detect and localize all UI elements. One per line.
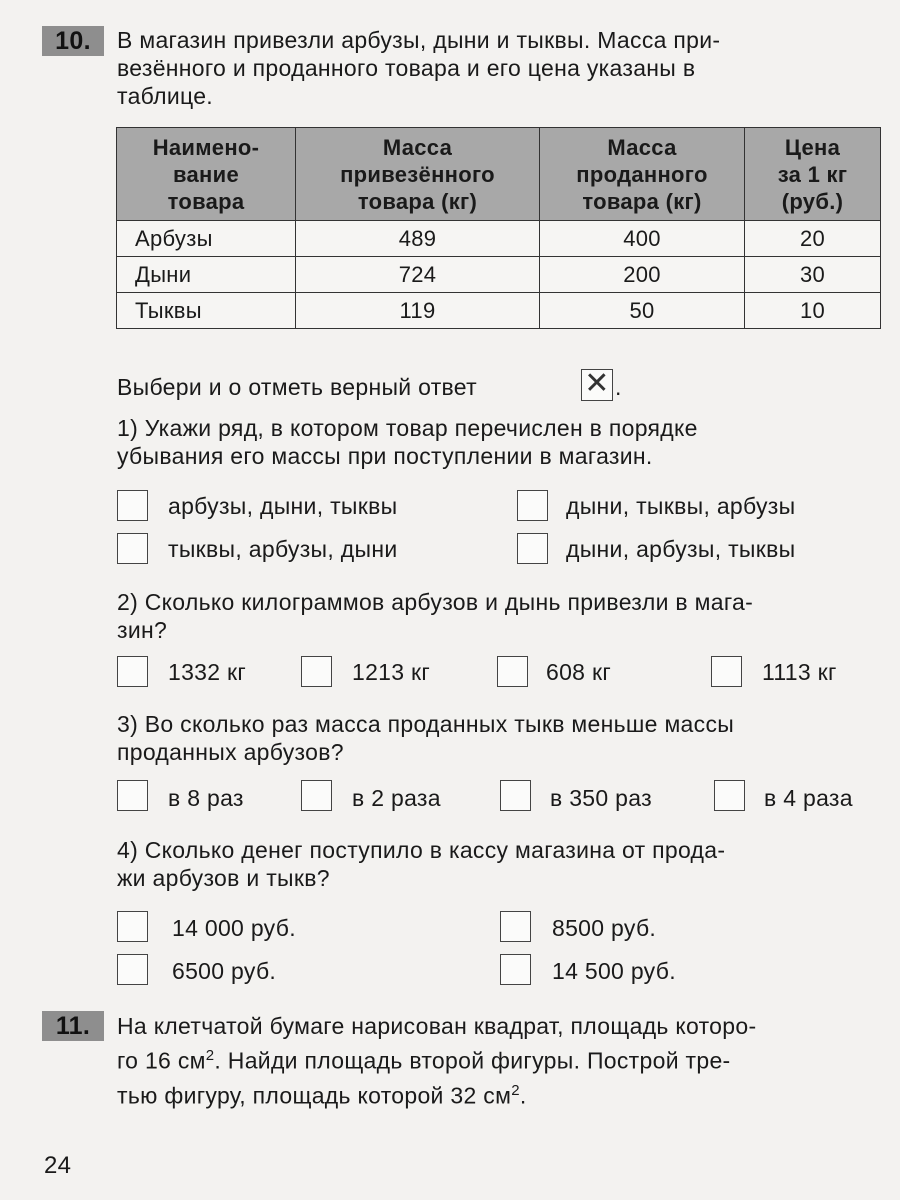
task-11-line-2 <box>117 1041 882 1076</box>
superscript: 2 <box>205 1047 215 1064</box>
task-11-line-2-end: . Найди площадь второй фигуры. Построй тре- <box>214 1047 731 1074</box>
question-1 <box>117 414 882 470</box>
question-2-line-2: зин? <box>117 617 168 643</box>
question-1-line-2: убывания его массы при поступлении в магазин. <box>117 443 653 469</box>
q3-option-3-label: в 350 раз <box>550 785 652 811</box>
q1-option-4-label: дыни, арбузы, тыквы <box>566 536 796 562</box>
q3-option-4-label: в 4 раза <box>764 785 853 811</box>
question-3-line-2: проданных арбузов? <box>117 739 344 765</box>
header-product-name <box>117 128 296 221</box>
q3-option-2-checkbox[interactable] <box>301 780 332 811</box>
q1-option-2-checkbox[interactable] <box>517 490 548 521</box>
header-price <box>745 128 881 221</box>
cell-name: Арбузы <box>117 221 296 257</box>
header-line: привезённого <box>340 161 495 187</box>
header-sold-mass <box>540 128 745 221</box>
task-10-intro-line-2: везённого и проданного товара и его цена указаны в <box>117 55 696 81</box>
header-line: (руб.) <box>781 188 844 214</box>
q2-option-1-label: 1332 кг <box>168 659 247 685</box>
question-2 <box>117 588 882 644</box>
header-line: проданного <box>576 161 708 187</box>
q2-option-4-label: 1113 кг <box>762 659 837 685</box>
q1-option-3-label: тыквы, арбузы, дыни <box>168 536 398 562</box>
header-delivered-mass <box>296 128 540 221</box>
q4-option-4-checkbox[interactable] <box>500 954 531 985</box>
header-line: товара (кг) <box>582 188 702 214</box>
q1-option-2-label: дыни, тыквы, арбузы <box>566 493 796 519</box>
q4-option-1-checkbox[interactable] <box>117 911 148 942</box>
page-number: 24 <box>44 1152 72 1179</box>
q1-option-1-label: арбузы, дыни, тыквы <box>168 493 398 519</box>
header-line: Масса <box>607 134 677 160</box>
task-11-line-3-start: тью фигуру, площадь которой 32 см <box>117 1082 512 1109</box>
task-11-number: 11. <box>42 1011 104 1041</box>
q4-option-3-label: 6500 руб. <box>172 958 277 984</box>
q1-option-4-checkbox[interactable] <box>517 533 548 564</box>
q2-option-4-checkbox[interactable] <box>711 656 742 687</box>
q4-option-4-label: 14 500 руб. <box>552 958 676 984</box>
cell-price: 30 <box>745 257 881 293</box>
q3-option-1-checkbox[interactable] <box>117 780 148 811</box>
q2-option-3-label: 608 кг <box>546 659 612 685</box>
question-1-line-1: 1) Укажи ряд, в котором товар перечислен в порядке <box>117 415 698 441</box>
header-line: товара <box>167 188 245 214</box>
cell-delivered: 489 <box>296 221 540 257</box>
q3-option-4-checkbox[interactable] <box>714 780 745 811</box>
table-row <box>117 293 881 329</box>
q2-option-2-label: 1213 кг <box>352 659 431 685</box>
task-11-line-3 <box>117 1076 882 1111</box>
q1-option-3-checkbox[interactable] <box>117 533 148 564</box>
cell-price: 10 <box>745 293 881 329</box>
cell-name: Дыни <box>117 257 296 293</box>
goods-table <box>116 127 881 329</box>
question-3-line-1: 3) Во сколько раз масса проданных тыкв меньше массы <box>117 711 735 737</box>
question-4 <box>117 836 882 892</box>
cell-delivered: 724 <box>296 257 540 293</box>
question-2-line-1: 2) Сколько килограммов арбузов и дынь привезли в мага- <box>117 589 754 615</box>
q2-option-2-checkbox[interactable] <box>301 656 332 687</box>
header-line: товара (кг) <box>357 188 478 214</box>
cell-sold: 400 <box>540 221 745 257</box>
cell-sold: 50 <box>540 293 745 329</box>
question-4-line-2: жи арбузов и тыкв? <box>117 865 330 891</box>
q4-option-1-label: 14 000 руб. <box>172 915 296 941</box>
header-line: за 1 кг <box>777 161 848 187</box>
cell-name: Тыквы <box>117 293 296 329</box>
task-10-number: 10. <box>42 26 104 56</box>
task-11-line-3-end: . <box>519 1082 527 1109</box>
cell-delivered: 119 <box>296 293 540 329</box>
table-row <box>117 257 881 293</box>
task-10-intro-line-3: таблице. <box>117 83 213 109</box>
question-4-line-1: 4) Сколько денег поступило в кассу магазина от прода- <box>117 837 726 863</box>
table-header-row <box>117 128 881 221</box>
cell-price: 20 <box>745 221 881 257</box>
cell-sold: 200 <box>540 257 745 293</box>
header-line: Масса <box>382 134 453 160</box>
table-row <box>117 221 881 257</box>
cross-mark-icon: ✕ <box>581 369 613 401</box>
task-10-intro <box>117 26 882 110</box>
q4-option-2-checkbox[interactable] <box>500 911 531 942</box>
q4-option-2-label: 8500 руб. <box>552 915 657 941</box>
task-10-intro-line-1: В магазин привезли арбузы, дыни и тыквы. Масса при- <box>117 27 721 53</box>
superscript: 2 <box>511 1081 520 1099</box>
header-line: Наимено- <box>152 134 260 160</box>
q3-option-3-checkbox[interactable] <box>500 780 531 811</box>
instruction-text: Выбери и о отметь верный ответ <box>117 374 477 400</box>
header-line: Цена <box>784 134 841 160</box>
task-11-text <box>117 1012 882 1110</box>
q2-option-1-checkbox[interactable] <box>117 656 148 687</box>
task-11-line-1: На клетчатой бумаге нарисован квадрат, площадь которо- <box>117 1013 757 1039</box>
question-3 <box>117 710 882 766</box>
q3-option-1-label: в 8 раз <box>168 785 244 811</box>
q1-option-1-checkbox[interactable] <box>117 490 148 521</box>
instruction-period: . <box>615 374 622 400</box>
header-line: вание <box>172 161 240 187</box>
task-11-line-2-start: го 16 см <box>117 1047 206 1074</box>
q2-option-3-checkbox[interactable] <box>497 656 528 687</box>
q4-option-3-checkbox[interactable] <box>117 954 148 985</box>
q3-option-2-label: в 2 раза <box>352 785 441 811</box>
